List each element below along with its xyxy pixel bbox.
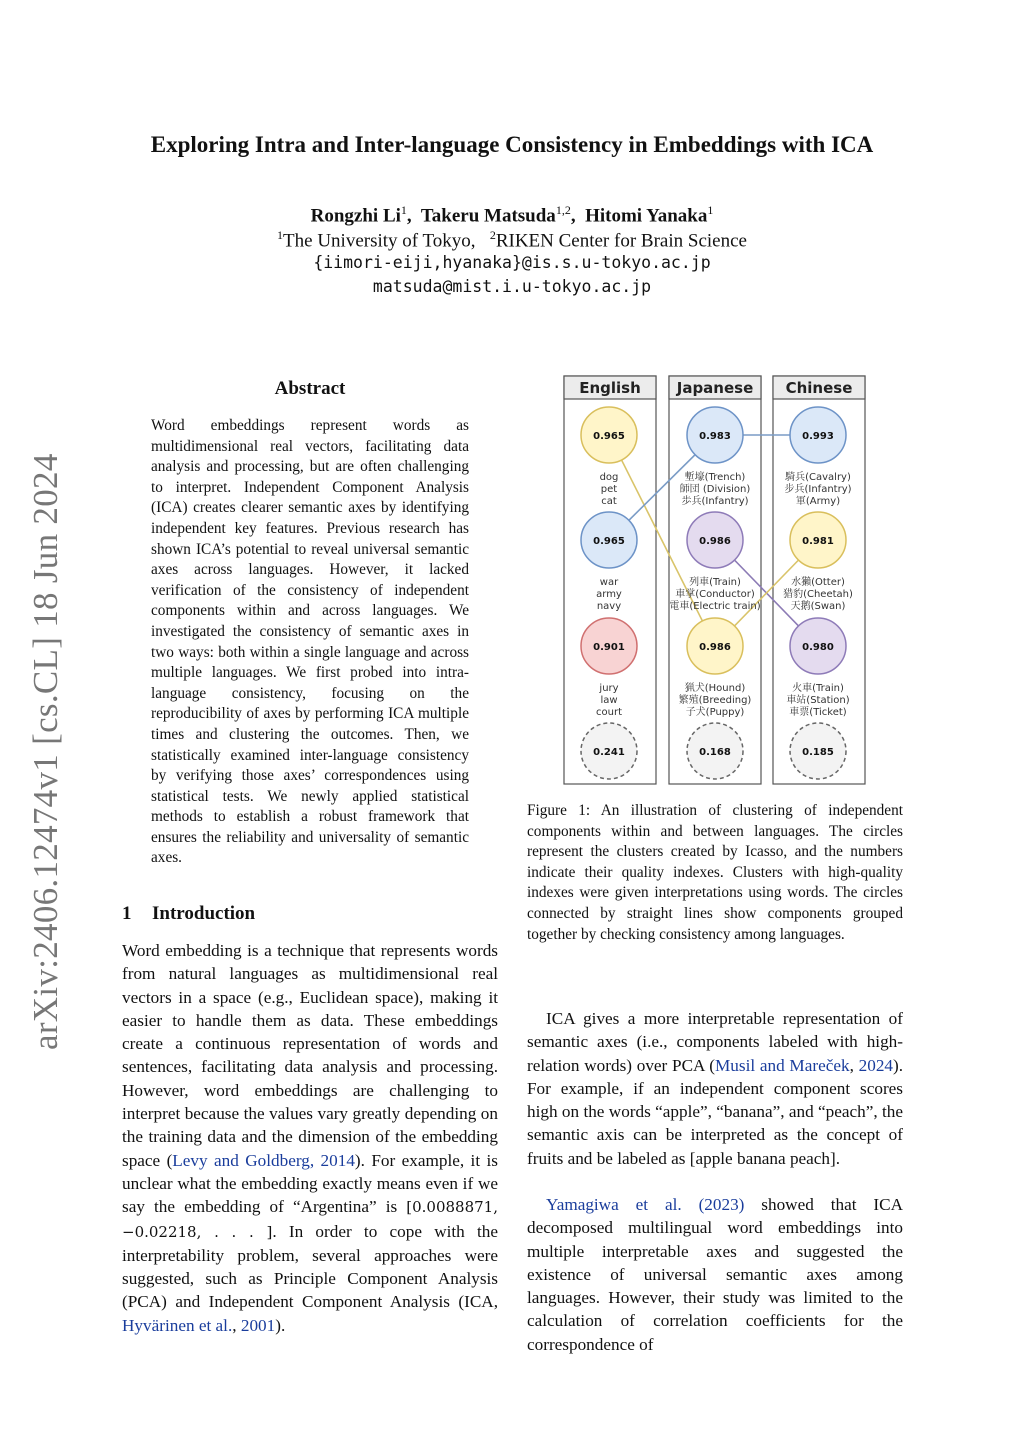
author-affiliation-mark: 1 — [400, 203, 407, 217]
cluster-word: 猟犬(Hound) — [684, 683, 746, 694]
affiliations — [0, 228, 1024, 252]
cluster-word: 火車(Train) — [792, 683, 844, 694]
cluster-word: 師団 (Division) — [679, 484, 751, 495]
paper-title: Exploring Intra and Inter-language Consistency in Embeddings with ICA — [150, 132, 874, 157]
cluster-word: jury — [599, 683, 619, 694]
intro-text: ). For example, it is unclear what the embedding exactly means even if we say the embedding of “Argentina” is — [122, 1150, 498, 1217]
cluster-word: court — [596, 707, 622, 718]
cluster-word: 電車(Electric train) — [669, 601, 761, 612]
author-name: Takeru Matsuda — [420, 205, 556, 227]
affiliation-number: 2 — [489, 228, 496, 242]
section-title: Introduction — [152, 903, 256, 924]
citation-year-link[interactable]: 2024 — [858, 1055, 893, 1075]
body-text: ICA gives a more interpretable representation of semantic axes (i.e., components labeled with high-relation words) over PCA ( — [527, 1009, 903, 1075]
affiliation-name: The University of Tokyo, — [283, 230, 476, 252]
language-label: Japanese — [676, 379, 754, 397]
citation-year-link[interactable]: 2001 — [240, 1315, 276, 1335]
author-name: Hitomi Yanaka — [585, 205, 708, 227]
cluster-word: 繁殖(Breeding) — [678, 695, 752, 706]
author-affiliation-mark: 1,2 — [555, 203, 571, 217]
author-name: Rongzhi Li — [310, 205, 401, 227]
email-line: {iimori-eiji,hyanaka}@is.s.u-tokyo.ac.jp — [313, 253, 711, 272]
intro-text: ). — [275, 1315, 286, 1335]
embedding-vector: [0.0088871, −0.02218, . . . ] — [122, 1198, 498, 1241]
cluster-word: 步兵(Infantry) — [784, 484, 852, 495]
abstract-heading: Abstract — [274, 378, 346, 399]
section-heading — [122, 903, 255, 925]
body-text: ). For example, if an independent component scores high on the words “apple”, “banana”, and “peach”, the semantic axis can be interpreted as the concept of fruits and be labeled as [apple banana peach]. — [527, 1055, 904, 1168]
cluster-word: 車掌(Conductor) — [675, 589, 755, 600]
figure-1 — [562, 374, 868, 788]
author-affiliation-mark: 1 — [707, 203, 714, 217]
cluster-word: navy — [596, 601, 622, 612]
citation-link[interactable]: Levy and Goldberg, 2014 — [172, 1150, 355, 1170]
quality-index: 0.981 — [802, 536, 834, 547]
section-number: 1 — [122, 903, 132, 924]
cluster-word: 猎豹(Cheetah) — [783, 589, 853, 600]
affiliation-name: RIKEN Center for Brain Science — [495, 230, 747, 252]
cluster-word: dog — [599, 472, 619, 483]
arxiv-side-label: arXiv:2406.12474v1 [cs.CL] 18 Jun 2024 — [26, 453, 65, 1050]
language-label: Chinese — [785, 379, 853, 397]
email-line: matsuda@mist.i.u-tokyo.ac.jp — [372, 277, 652, 296]
cluster-word: 車票(Ticket) — [789, 707, 847, 718]
quality-index: 0.965 — [593, 431, 625, 442]
body-paragraph — [527, 1193, 903, 1356]
quality-index: 0.993 — [802, 431, 834, 442]
citation-link[interactable]: Yamagiwa et al. — [546, 1195, 682, 1214]
quality-index: 0.986 — [699, 536, 731, 547]
quality-index: 0.241 — [593, 747, 625, 758]
figure-caption: Figure 1: An illustration of clustering of independent components within and between languages. The circles represent the clusters created by Icasso, and the numbers indicate their quality indexes. Clusters with high-quality indexes were given interpretations using words. The circles connected by straight lines show components grouped together by checking consistency among languages. — [527, 802, 903, 943]
cluster-word: cat — [601, 496, 617, 507]
cluster-word: 列車(Train) — [689, 577, 741, 588]
quality-index: 0.986 — [699, 642, 731, 653]
citation-separator: , — [849, 1055, 859, 1075]
body-text: showed that ICA decomposed multilingual word embeddings into multiple interpretable axes and suggested the existence of universal semantic axes among languages. However, their study was limited to the calculation of correlation coefficients for the correspondence of — [527, 1195, 903, 1354]
quality-index: 0.185 — [802, 747, 834, 758]
citation-year-link[interactable]: (2023) — [698, 1195, 745, 1214]
intro-paragraph — [122, 939, 498, 1337]
citation-link[interactable]: Musil and Mareček — [715, 1055, 850, 1075]
citation-separator: , — [232, 1315, 241, 1335]
citation-link[interactable]: Hyvärinen et al. — [122, 1315, 233, 1335]
intro-text: Word embedding is a technique that represents words from natural languages as multidimensional real vectors in a space (e.g., Euclidean space), making it easier to handle them as data. These embeddings create a continuous representation of words and sentences, facilitating data analysis and processing. However, word embeddings are challenging to interpret because the values vary greatly depending on the training data and the dimension of the embedding space ( — [122, 941, 498, 1170]
cluster-word: 騎兵(Cavalry) — [785, 472, 851, 483]
cluster-word: 歩兵(Infantry) — [681, 496, 749, 507]
language-label: English — [579, 379, 641, 397]
cluster-word: pet — [600, 484, 618, 495]
quality-index: 0.168 — [699, 747, 731, 758]
cluster-word: war — [599, 577, 619, 588]
author-list: Rongzhi Li$^1$, Takeru Matsuda$^{1,2}$, Hitomi Yanaka$^1$ — [310, 203, 714, 227]
cluster-word: 塹壕(Trench) — [684, 472, 746, 483]
quality-index: 0.980 — [802, 642, 834, 653]
cluster-word: 水獺(Otter) — [791, 577, 845, 588]
body-paragraph — [527, 1007, 903, 1170]
affiliation-number: 1 — [277, 228, 284, 242]
cluster-word: army — [596, 589, 622, 600]
cluster-word: 車站(Station) — [786, 695, 850, 706]
cluster-word: 軍(Army) — [795, 496, 841, 507]
cluster-word: law — [600, 695, 618, 706]
abstract-body: Word embeddings represent words as multidimensional real vectors, facilitating data analysis and processing, but are often challenging to interpret. Independent Component Analysis (ICA) creates clearer semantic axes by identifying independent key features. Previous research has shown ICA’s potential to reveal universal semantic axes across languages. However, it lacked verification of the consistency of independent components within and across languages. We investigated the consistency of semantic axes in two ways: both within a single language and across multiple languages. We first probed into intra-language consistency, focusing on the reproducibility of axes by performing ICA multiple times and clustering the outcomes. Then, we statistically examined inter-language consistency by verifying those axes’ correspondences using statistical tests. We newly applied statistical methods to establish a robust framework that ensures the reliability and universality of semantic axes. — [151, 417, 469, 867]
quality-index: 0.983 — [699, 431, 731, 442]
cluster-word: 子犬(Puppy) — [685, 707, 745, 718]
cluster-word: 天鹅(Swan) — [790, 601, 846, 612]
intro-text: . In order to cope with the interpretability problem, several approaches were suggested, such as Principle Component Analysis (PCA) and Independent Component Analysis (ICA, — [122, 1221, 498, 1312]
quality-index: 0.965 — [593, 536, 625, 547]
quality-index: 0.901 — [593, 642, 625, 653]
